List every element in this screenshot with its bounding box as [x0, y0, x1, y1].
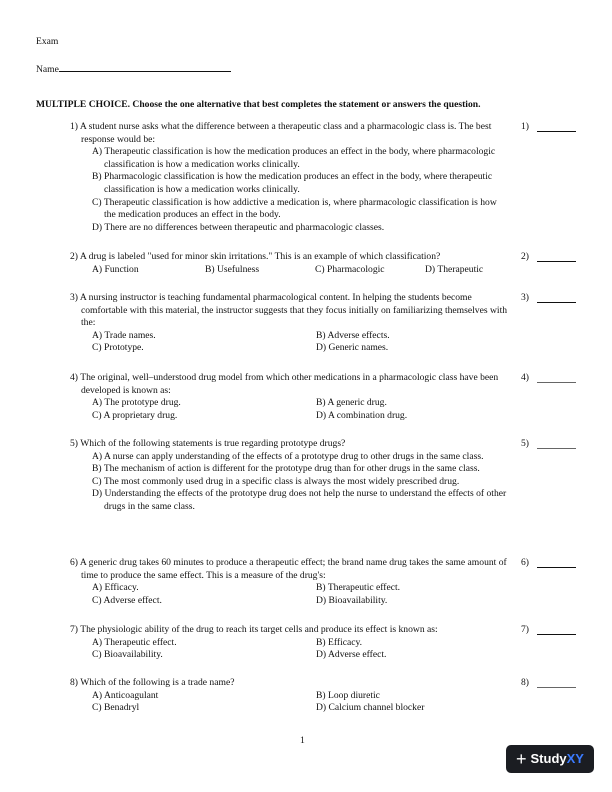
answer-number: 5) [521, 438, 529, 449]
answer-option: C) Adverse effect. [92, 594, 162, 606]
answer-blank [537, 382, 576, 383]
answer-option: C) Pharmacologic [315, 263, 385, 275]
answer-options [92, 582, 510, 607]
answer-blank [537, 687, 576, 688]
answer-option: C) Prototype. [92, 342, 144, 354]
answer-number: 8) [521, 677, 529, 688]
answer-option: A) The prototype drug. [92, 397, 181, 409]
brand-name: StudyXY [530, 751, 584, 766]
answer-options [92, 330, 510, 355]
answer-blank [537, 567, 576, 568]
answer-blank [537, 448, 576, 449]
name-label: Name [36, 64, 59, 75]
answer-option: D) Understanding the effects of the prototype drug does not help the nurse to understand the effects of other drugs in the same class. [92, 488, 507, 512]
answer-number: 7) [521, 624, 529, 635]
answer-option: C) Bioavailability. [92, 649, 163, 661]
question-stem: 1) A student nurse asks what the difference between a therapeutic class and a pharmacologic class is. The best response would be: [70, 121, 492, 145]
answer-options [92, 146, 510, 234]
question-3 [70, 292, 510, 355]
answer-options [92, 451, 510, 514]
answer-option: C) Benadryl [92, 702, 140, 714]
answer-option: D) Adverse effect. [316, 649, 387, 661]
answer-number: 3) [521, 292, 529, 303]
answer-blank [537, 261, 576, 262]
name-field [36, 62, 231, 77]
question-stem: 8) Which of the following is a trade name? [70, 677, 235, 688]
question-7 [70, 624, 510, 662]
answer-options [92, 397, 510, 422]
answer-option: D) A combination drug. [316, 409, 408, 421]
question-stem: 6) A generic drug takes 60 minutes to produce a therapeutic effect; the brand name drug takes the same amount of time to produce the same effect. This is a measure of the drug's: [70, 557, 507, 581]
answer-blank [537, 302, 576, 303]
question-stem: 5) Which of the following statements is true regarding prototype drugs? [70, 438, 346, 449]
answer-option: B) Adverse effects. [316, 329, 390, 341]
answer-option: A) Trade names. [92, 329, 156, 341]
question-5 [70, 438, 510, 514]
question-stem: 2) A drug is labeled "used for minor skin irritations." This is an example of which classification? [70, 251, 441, 262]
answer-option: D) Calcium channel blocker [316, 702, 425, 714]
answer-blank [537, 131, 576, 132]
exam-label: Exam [36, 36, 59, 47]
answer-option: B) Usefulness [205, 263, 260, 275]
answer-option: B) The mechanism of action is different for the prototype drug than for other drugs in the same class. [92, 463, 480, 475]
answer-options [92, 637, 510, 662]
name-blank-line [59, 62, 231, 72]
answer-blank [537, 634, 576, 635]
answer-option: C) The most commonly used drug in a specific class is always the most widely prescribed drug. [92, 475, 460, 487]
answer-number: 4) [521, 372, 529, 383]
answer-options [92, 264, 510, 277]
answer-number: 2) [521, 251, 529, 262]
plus-icon: + [516, 749, 527, 769]
instructions: MULTIPLE CHOICE. Choose the one alternative that best completes the statement or answers the question. [36, 99, 481, 110]
answer-options [92, 690, 510, 715]
answer-option: D) Bioavailability. [316, 594, 388, 606]
answer-option: A) Function [92, 263, 139, 275]
question-stem: 3) A nursing instructor is teaching fundamental pharmacological content. In helping the students become comfortable with this material, the instructor suggests that they focus initially on familiarizing themselves with the: [70, 292, 508, 329]
answer-option: B) Pharmacologic classification is how the medication produces an effect in the body, where therapeutic classification is how a medication works clinically. [92, 171, 493, 195]
question-1 [70, 121, 510, 234]
question-4 [70, 372, 510, 422]
question-2 [70, 251, 510, 276]
answer-option: B) A generic drug. [316, 397, 387, 409]
answer-option: B) Efficacy. [316, 636, 363, 648]
answer-option: B) Therapeutic effect. [316, 582, 401, 594]
answer-option: D) Generic names. [316, 342, 389, 354]
answer-number: 1) [521, 121, 529, 132]
answer-option: C) Therapeutic classification is how addictive a medication is, where pharmacologic classification is how the medication produces an effect in the body. [92, 196, 497, 221]
answer-option: A) Efficacy. [92, 582, 139, 594]
question-stem: 7) The physiologic ability of the drug to reach its target cells and produce its effect is known as: [70, 624, 438, 635]
answer-option: C) A proprietary drug. [92, 409, 178, 421]
question-8 [70, 677, 510, 715]
answer-option: A) A nurse can apply understanding of the effects of a prototype drug to other drugs in the same class. [92, 450, 484, 462]
answer-option: A) Therapeutic effect. [92, 636, 177, 648]
answer-option: B) Loop diuretic [316, 689, 380, 701]
answer-option: A) Anticoagulant [92, 689, 159, 701]
answer-number: 6) [521, 557, 529, 568]
answer-option: D) There are no differences between therapeutic and pharmacologic classes. [92, 221, 385, 233]
question-stem: 4) The original, well–understood drug model from which other medications in a pharmacologic class have been developed is known as: [70, 372, 499, 396]
question-6 [70, 557, 510, 607]
answer-option: D) Therapeutic [425, 263, 484, 275]
answer-option: A) Therapeutic classification is how the medication produces an effect in the body, where pharmacologic classification is how a medication works clinically. [92, 146, 496, 170]
studyxy-logo[interactable] [506, 745, 594, 773]
page-number: 1 [300, 735, 305, 746]
